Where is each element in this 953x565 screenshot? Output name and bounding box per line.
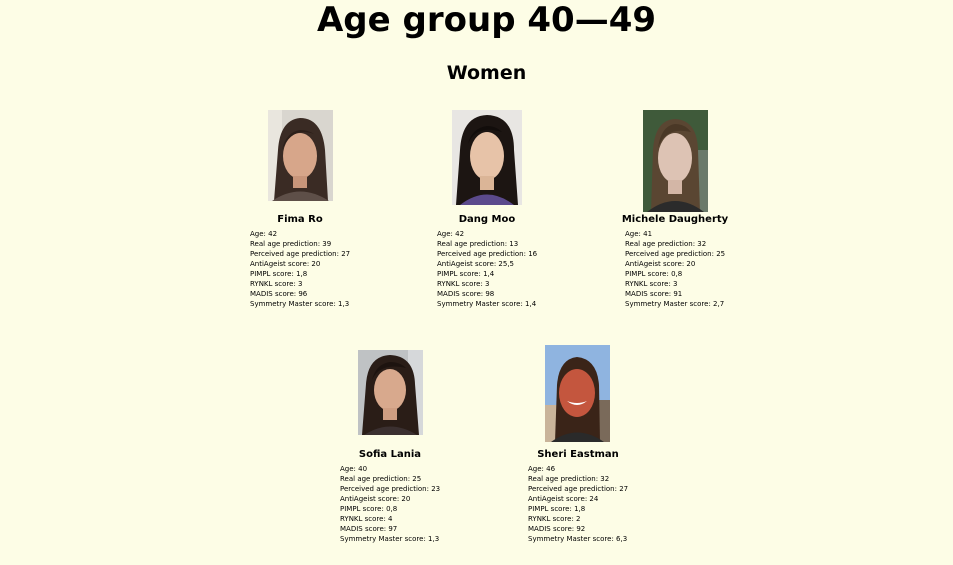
pimpl-score: PIMPL score: 1,4 [437, 270, 495, 278]
person-name: Dang Moo [458, 214, 516, 225]
age-value: Age: 42 [437, 230, 465, 238]
antiageist-score: AntiAgeist score: 20 [250, 260, 321, 268]
pimpl-score: PIMPL score: 0,8 [625, 270, 683, 278]
person-name: Fima Ro [277, 214, 323, 225]
real-age-prediction: Real age prediction: 39 [250, 240, 332, 248]
person-stats [437, 229, 537, 309]
portrait-photo [452, 110, 522, 205]
perceived-age-prediction: Perceived age prediction: 23 [340, 485, 441, 493]
symmetry-master-score: Symmetry Master score: 1,4 [437, 300, 537, 308]
antiageist-score: AntiAgeist score: 24 [528, 495, 599, 503]
real-age-prediction: Real age prediction: 32 [528, 475, 610, 483]
symmetry-master-score: Symmetry Master score: 2,7 [625, 300, 725, 308]
real-age-prediction: Real age prediction: 13 [437, 240, 519, 248]
rynkl-score: RYNKL score: 3 [250, 280, 303, 288]
real-age-prediction: Real age prediction: 32 [625, 240, 707, 248]
rynkl-score: RYNKL score: 4 [340, 515, 393, 523]
antiageist-score: AntiAgeist score: 20 [340, 495, 411, 503]
perceived-age-prediction: Perceived age prediction: 16 [437, 250, 538, 258]
madis-score: MADIS score: 91 [625, 290, 683, 298]
rynkl-score: RYNKL score: 2 [528, 515, 581, 523]
section-subtitle: Women [446, 62, 527, 84]
antiageist-score: AntiAgeist score: 20 [625, 260, 696, 268]
antiageist-score: AntiAgeist score: 25,5 [437, 260, 514, 268]
rynkl-score: RYNKL score: 3 [625, 280, 678, 288]
pimpl-score: PIMPL score: 1,8 [528, 505, 586, 513]
pimpl-score: PIMPL score: 0,8 [340, 505, 398, 513]
portrait-photo [358, 350, 423, 435]
age-value: Age: 41 [625, 230, 653, 238]
perceived-age-prediction: Perceived age prediction: 27 [250, 250, 351, 258]
symmetry-master-score: Symmetry Master score: 6,3 [528, 535, 628, 543]
person-name: Michele Daugherty [621, 214, 729, 225]
age-value: Age: 42 [250, 230, 278, 238]
person-stats [250, 229, 350, 309]
pimpl-score: PIMPL score: 1,8 [250, 270, 308, 278]
age-value: Age: 40 [340, 465, 368, 473]
symmetry-master-score: Symmetry Master score: 1,3 [340, 535, 440, 543]
page-title: Age group 40—49 [316, 0, 657, 40]
madis-score: MADIS score: 92 [528, 525, 586, 533]
portrait-photo [545, 345, 610, 442]
person-stats [340, 464, 440, 544]
person-name: Sofia Lania [358, 449, 422, 460]
rynkl-score: RYNKL score: 3 [437, 280, 490, 288]
person-name: Sheri Eastman [537, 449, 619, 460]
person-stats [625, 229, 725, 309]
perceived-age-prediction: Perceived age prediction: 27 [528, 485, 629, 493]
symmetry-master-score: Symmetry Master score: 1,3 [250, 300, 350, 308]
madis-score: MADIS score: 98 [437, 290, 495, 298]
age-value: Age: 46 [528, 465, 556, 473]
madis-score: MADIS score: 97 [340, 525, 398, 533]
perceived-age-prediction: Perceived age prediction: 25 [625, 250, 726, 258]
portrait-photo [268, 110, 333, 201]
person-stats [528, 464, 628, 544]
real-age-prediction: Real age prediction: 25 [340, 475, 422, 483]
portrait-photo [643, 110, 708, 212]
madis-score: MADIS score: 96 [250, 290, 308, 298]
